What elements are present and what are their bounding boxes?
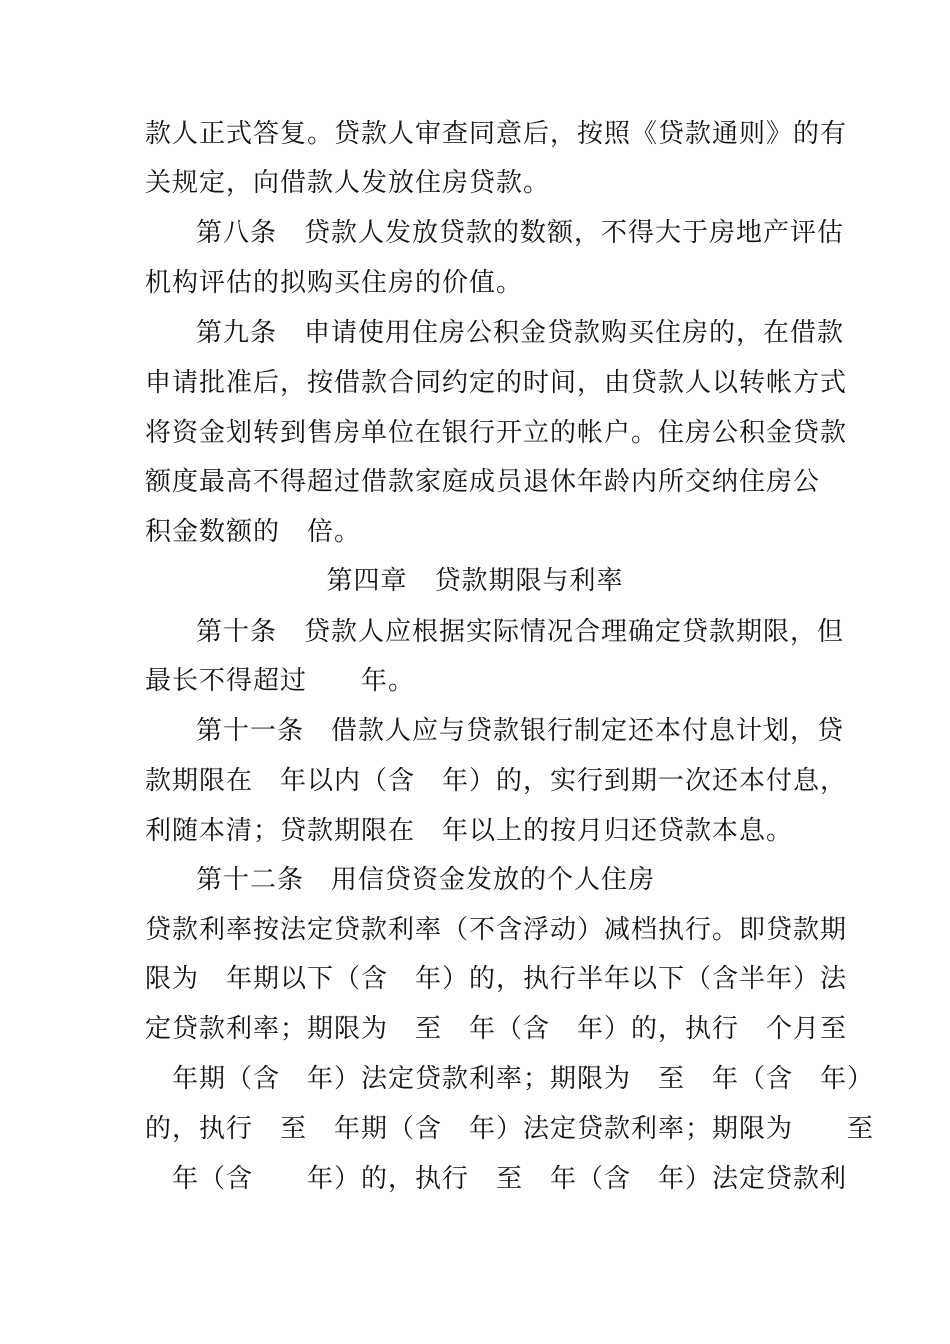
article-12-heading: 第十二条 用信贷资金发放的个人住房 <box>196 865 656 895</box>
chapter-4-title: 第四章 贷款期限与利率 <box>326 566 624 596</box>
text-line: 机构评估的拟购买住房的价值。 <box>145 268 524 298</box>
text-line: 额度最高不得超过借款家庭成员退休年龄内所交纳住房公 <box>145 467 821 497</box>
text-line: 利随本清；贷款期限在 年以上的按月归还贷款本息。 <box>145 816 794 846</box>
article-8-heading: 第八条 贷款人发放贷款的数额，不得大于房地产评估 <box>196 218 845 248</box>
article-11-heading: 第十一条 借款人应与贷款银行制定还本付息计划，贷 <box>196 716 845 746</box>
article-9-heading: 第九条 申请使用住房公积金贷款购买住房的，在借款 <box>196 318 845 348</box>
text-line: 款人正式答复。贷款人审查同意后，按照《贷款通则》的有 <box>145 119 848 149</box>
text-line: 年（含 年）的，执行 至 年（含 年）法定贷款利 <box>145 1164 848 1194</box>
text-line: 贷款利率按法定贷款利率（不含浮动）减档执行。即贷款期 <box>145 915 848 945</box>
text-line: 最长不得超过 年。 <box>145 666 416 696</box>
text-line: 将资金划转到售房单位在银行开立的帐户。住房公积金贷款 <box>145 418 848 448</box>
text-line: 年期（含 年）法定贷款利率；期限为 至 年（含 年） <box>145 1064 875 1094</box>
text-line: 限为 年期以下（含 年）的，执行半年以下（含半年）法 <box>145 964 848 994</box>
text-line: 款期限在 年以内（含 年）的，实行到期一次还本付息， <box>145 766 848 796</box>
text-line: 的，执行 至 年期（含 年）法定贷款利率；期限为 至 <box>145 1114 875 1144</box>
article-10-heading: 第十条 贷款人应根据实际情况合理确定贷款期限，但 <box>196 617 845 647</box>
text-line: 关规定，向借款人发放住房贷款。 <box>145 168 551 198</box>
text-line: 积金数额的 倍。 <box>145 517 362 547</box>
text-line: 定贷款利率；期限为 至 年（含 年）的，执行 个月至 <box>145 1014 848 1044</box>
text-line: 申请批准后，按借款合同约定的时间，由贷款人以转帐方式 <box>145 368 848 398</box>
